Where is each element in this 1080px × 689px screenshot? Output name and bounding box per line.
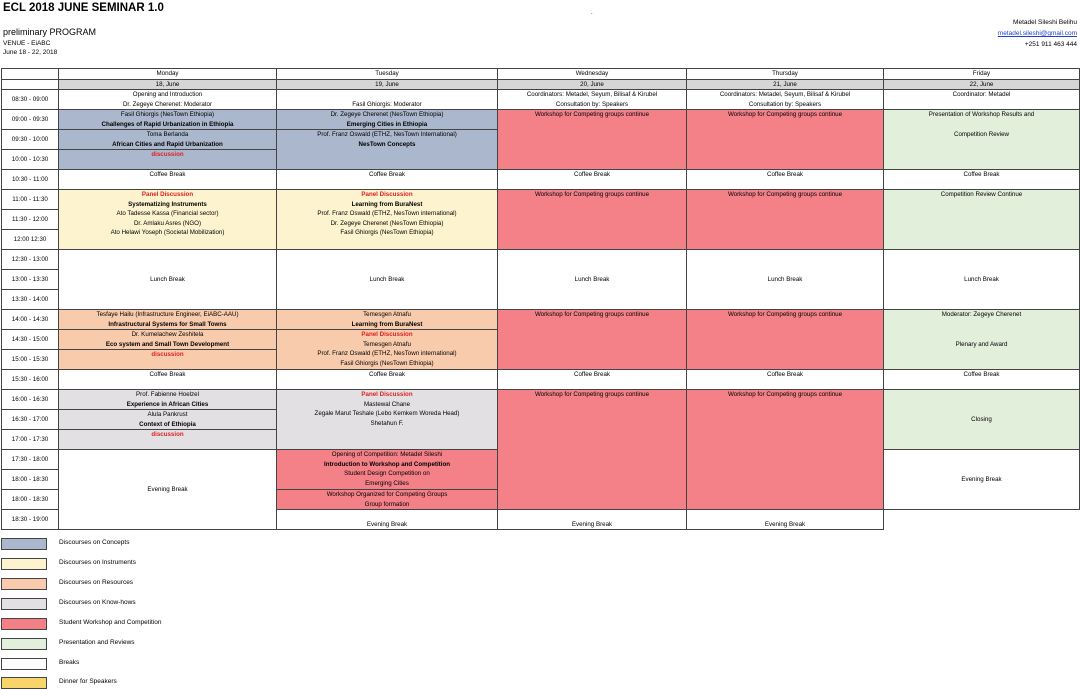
speaker-line: Temesgen Atnafu (363, 340, 411, 348)
time-cell: 13:00 - 13:30 (2, 270, 59, 290)
session-line: Workshop for Competing groups continue (727, 391, 843, 398)
panel-label: Panel Discussion (361, 331, 413, 338)
session-cell (277, 90, 498, 110)
talk-title: African Cities and Rapid Urbanization (112, 140, 223, 148)
contact-block (998, 17, 1077, 50)
session-line: Emerging Cities (365, 479, 409, 487)
session-line: Workshop for Competing groups continue (727, 111, 843, 118)
talk-title: Infrastructural Systems for Small Towns (108, 320, 227, 328)
table-row (2, 310, 1080, 330)
time-cell: 11:00 - 11:30 (2, 190, 59, 210)
legend-label: Discourses on Resources (59, 579, 134, 586)
talk-title: Experience in African Cities (126, 400, 209, 408)
session-line: Consultation by: Speakers (748, 100, 822, 108)
session-line: Workshop Organized for Competing Groups (326, 491, 448, 498)
speaker-line: Prof. Franz Oswald (ETHZ, NesTown international) (317, 350, 457, 357)
table-row (2, 390, 1080, 410)
session-line: Workshop for Competing groups continue (534, 111, 650, 118)
coffee-break-cell: Coffee Break (59, 170, 277, 190)
coffee-break-cell: Coffee Break (687, 370, 884, 390)
session-cell (59, 110, 277, 130)
date-thursday: 21, June (687, 79, 884, 90)
talk-title: Learning from BuraNest (351, 200, 423, 208)
legend-label: Presentation and Reviews (59, 639, 135, 646)
document-subtitle: preliminary PROGRAM (3, 27, 97, 37)
time-cell: 16:00 - 16:30 (2, 390, 59, 410)
legend-label: Dinner for Speakers (59, 678, 117, 685)
date-monday: 18, June (59, 79, 277, 90)
contact-email-link[interactable]: metadel.sileshi@gmail.com (997, 30, 1077, 37)
session-line: Workshop for Competing groups continue (534, 391, 650, 398)
session-cell (884, 110, 1080, 170)
day-name-friday: Friday (884, 69, 1080, 80)
evening-break-cell: Evening Break (884, 450, 1080, 510)
evening-break-cell: Evening Break (59, 450, 277, 530)
contact-phone: +251 911 463 444 (1024, 41, 1077, 48)
talk-title: Eco system and Small Town Development (105, 340, 230, 348)
date-wednesday: 20, June (498, 79, 687, 90)
talk-title: Challenges of Rapid Urbanization in Ethiopia (101, 120, 234, 128)
session-cell (59, 330, 277, 350)
session-cell (277, 450, 498, 490)
discussion-label: discussion (151, 431, 184, 438)
session-cell (498, 310, 687, 370)
session-line: Opening of Competition: Metadel Sileshi (331, 451, 443, 458)
speaker-line: Ato Helawi Yoseph (Societal Mobilization) (110, 229, 225, 236)
venue-text: VENUE - EiABC (3, 40, 51, 47)
legend-swatch (1, 558, 47, 570)
coffee-break-cell: Coffee Break (687, 170, 884, 190)
talk-title: Systematizing Instruments (128, 200, 207, 208)
session-line: Consultation by: Speakers (555, 100, 629, 108)
time-cell: 18:30 - 19:00 (2, 510, 59, 530)
table-row (2, 190, 1080, 210)
session-line: Plenary and Award (955, 340, 1008, 348)
session-cell (884, 190, 1080, 250)
talk-title: Emerging Cities in Ethiopia (346, 120, 428, 128)
time-cell: 18:00 - 18:30 (2, 470, 59, 490)
session-cell (687, 190, 884, 250)
session-cell (59, 90, 277, 110)
speaker-line: Dr. Zegeye Cherenet (NesTown Ethiopia) (330, 111, 444, 118)
session-cell (687, 390, 884, 510)
session-cell (498, 90, 687, 110)
legend-swatch (1, 538, 47, 550)
legend-swatch (1, 677, 47, 689)
time-cell: 15:30 - 16:00 (2, 370, 59, 390)
session-cell (277, 390, 498, 450)
session-cell (59, 390, 277, 410)
discussion-label: discussion (151, 151, 184, 158)
dates-text: June 18 - 22, 2018 (3, 49, 58, 56)
speaker-line: Mastewal Chane (363, 400, 411, 408)
date-tuesday: 19, June (277, 79, 498, 90)
speaker-line: Fasil Ghiorgis (NesTown Ethiopia) (120, 111, 215, 118)
evening-break-cell: Evening Break (687, 510, 884, 530)
time-cell: 17:00 - 17:30 (2, 430, 59, 450)
talk-title: NesTown Concepts (358, 140, 416, 148)
talk-title: Learning from BuraNest (351, 320, 423, 328)
document-title: ECL 2018 JUNE SEMINAR 1.0 (3, 2, 164, 14)
session-line: Workshop for Competing groups continue (534, 311, 650, 318)
session-line: Workshop for Competing groups continue (727, 311, 843, 318)
table-row (2, 110, 1080, 130)
table-row (2, 370, 1080, 390)
coffee-break-cell: Coffee Break (884, 170, 1080, 190)
lunch-break-cell: Lunch Break (687, 250, 884, 310)
speaker-line: Toma Berlanda (146, 131, 189, 138)
speaker-line: Dr. Amlaku Asres (NGO) (133, 219, 202, 227)
session-line: Competition Review Continue (940, 191, 1023, 198)
session-cell (277, 110, 498, 130)
time-cell: 11:30 - 12:00 (2, 210, 59, 230)
legend-label: Breaks (59, 659, 80, 666)
table-row (2, 250, 1080, 270)
panel-label: Panel Discussion (361, 391, 413, 398)
speaker-line: Shetahun F. (370, 419, 404, 427)
coffee-break-cell: Coffee Break (498, 170, 687, 190)
time-cell: 14:30 - 15:00 (2, 330, 59, 350)
day-name-thursday: Thursday (687, 69, 884, 80)
time-cell: 09:00 - 09:30 (2, 110, 59, 130)
lunch-break-cell: Lunch Break (59, 250, 277, 310)
session-cell (277, 490, 498, 510)
legend-swatch (1, 618, 47, 630)
contact-name: Metadel Sileshi Belihu (1013, 19, 1077, 26)
session-line: Opening and Introduction (132, 91, 203, 98)
evening-break-cell: Evening Break (498, 510, 687, 530)
session-line: Coordinator: Metadel (952, 91, 1011, 98)
speaker-line: Temesgen Atnafu (363, 311, 411, 318)
session-line: Moderator: Zegeye Cherenet (941, 311, 1022, 318)
session-line: Group formation (364, 500, 410, 508)
coffee-break-cell: Coffee Break (277, 170, 498, 190)
discussion-label: discussion (151, 351, 184, 358)
session-line: Workshop for Competing groups continue (727, 191, 843, 198)
session-cell (498, 190, 687, 250)
session-cell (498, 390, 687, 510)
session-cell (277, 310, 498, 330)
day-name-wednesday: Wednesday (498, 69, 687, 80)
speaker-line: Fasil Ghiorgis (NesTown Ethiopia) (340, 229, 434, 236)
talk-title: Introduction to Workshop and Competition (323, 460, 451, 468)
session-line: Fasil Ghiorgis: Moderator (352, 100, 422, 108)
legend-swatch (1, 598, 47, 610)
legend-swatch (1, 578, 47, 590)
panel-label: Panel Discussion (361, 191, 413, 198)
table-row (2, 170, 1080, 190)
legend-label: Discourses on Concepts (59, 539, 130, 546)
time-cell: 12:30 - 13:00 (2, 250, 59, 270)
time-cell: 18:00 - 18:30 (2, 490, 59, 510)
session-cell (59, 430, 277, 450)
time-cell: 10:00 - 10:30 (2, 150, 59, 170)
session-cell (498, 110, 687, 170)
speaker-line: Ato Tadesse Kassa (Financial sector) (116, 210, 219, 217)
session-cell (884, 90, 1080, 110)
session-cell (277, 330, 498, 370)
time-cell: 12:00 12:30 (2, 230, 59, 250)
legend-swatch (1, 638, 47, 650)
time-cell: 15:00 - 15:30 (2, 350, 59, 370)
evening-break-cell: Evening Break (277, 510, 498, 530)
legend-label: Discourses on Know-hows (59, 599, 136, 606)
session-cell (277, 130, 498, 170)
session-cell (59, 130, 277, 150)
session-cell (59, 410, 277, 430)
schedule-table (1, 68, 1080, 530)
session-cell (59, 190, 277, 250)
lunch-break-cell: Lunch Break (498, 250, 687, 310)
time-cell: 16:30 - 17:00 (2, 410, 59, 430)
panel-label: Panel Discussion (141, 191, 194, 198)
coffee-break-cell: Coffee Break (277, 370, 498, 390)
closing-cell: Closing (884, 390, 1080, 450)
speaker-line: Prof. Franz Oswald (ETHZ, NesTown International) (317, 131, 457, 138)
speaker-line: Fasil Ghiorgis (NesTown Ethiopia) (340, 359, 434, 367)
speaker-line: Dr. Zegeye Cherenet (NesTown Ethiopia) (330, 219, 444, 227)
speaker-line: Tesfaye Hailu (Infrastructure Engineer, EiABC-AAU) (96, 311, 239, 318)
lunch-break-cell: Lunch Break (277, 250, 498, 310)
time-cell: 08:30 - 09:00 (2, 90, 59, 110)
session-line: Student Design Competition on (344, 470, 430, 477)
day-name-monday: Monday (59, 69, 277, 80)
speaker-line: Dr. Kumelachew Zeshitela (131, 331, 204, 338)
session-line: Dr. Zegeye Cherenet: Moderator (122, 100, 213, 108)
speaker-line: Alula Pankrust (147, 411, 188, 418)
day-header-row (2, 69, 1080, 80)
session-line: Workshop for Competing groups continue (534, 191, 650, 198)
date-header-row (2, 79, 1080, 90)
time-cell: 17:30 - 18:00 (2, 450, 59, 470)
session-cell (687, 310, 884, 370)
corner-cell-2 (2, 79, 59, 90)
time-cell: 13:30 - 14:00 (2, 290, 59, 310)
speaker-line: Prof. Franz Oswald (ETHZ, NesTown international) (317, 210, 457, 217)
session-line: Coordinators: Metadel, Seyum, Bilisaf & Kirubel (719, 91, 851, 98)
legend-label: Discourses on Instruments (59, 559, 136, 566)
time-cell: 14:00 - 14:30 (2, 310, 59, 330)
session-cell (687, 110, 884, 170)
session-line: Coordinators: Metadel, Seyum, Bilisaf & Kirubel (526, 91, 658, 98)
time-cell: 10:30 - 11:00 (2, 170, 59, 190)
table-row (2, 90, 1080, 110)
lunch-break-cell: Lunch Break (884, 250, 1080, 310)
legend-label: Student Workshop and Competition (59, 619, 162, 626)
coffee-break-cell: Coffee Break (498, 370, 687, 390)
speaker-line: Zegale Marut Teshale (Lebo Kemkem Woreda Head) (314, 410, 460, 417)
legend-swatch (1, 658, 47, 670)
day-name-tuesday: Tuesday (277, 69, 498, 80)
coffee-break-cell: Coffee Break (59, 370, 277, 390)
session-line: Competition Review (953, 130, 1010, 138)
time-cell: 09:30 - 10:00 (2, 130, 59, 150)
session-cell (277, 190, 498, 250)
session-cell (884, 310, 1080, 370)
speaker-line: Prof. Fabienne Hoelzel (136, 391, 199, 398)
date-friday: 22, June (884, 79, 1080, 90)
coffee-break-cell: Coffee Break (884, 370, 1080, 390)
session-cell (687, 90, 884, 110)
session-cell (59, 310, 277, 330)
session-cell (59, 350, 277, 370)
talk-title: Context of Ethiopia (139, 420, 196, 428)
corner-cell (2, 69, 59, 80)
stray-dot: . (591, 10, 593, 16)
session-cell (59, 150, 277, 170)
session-line: Presentation of Workshop Results and (928, 111, 1035, 118)
